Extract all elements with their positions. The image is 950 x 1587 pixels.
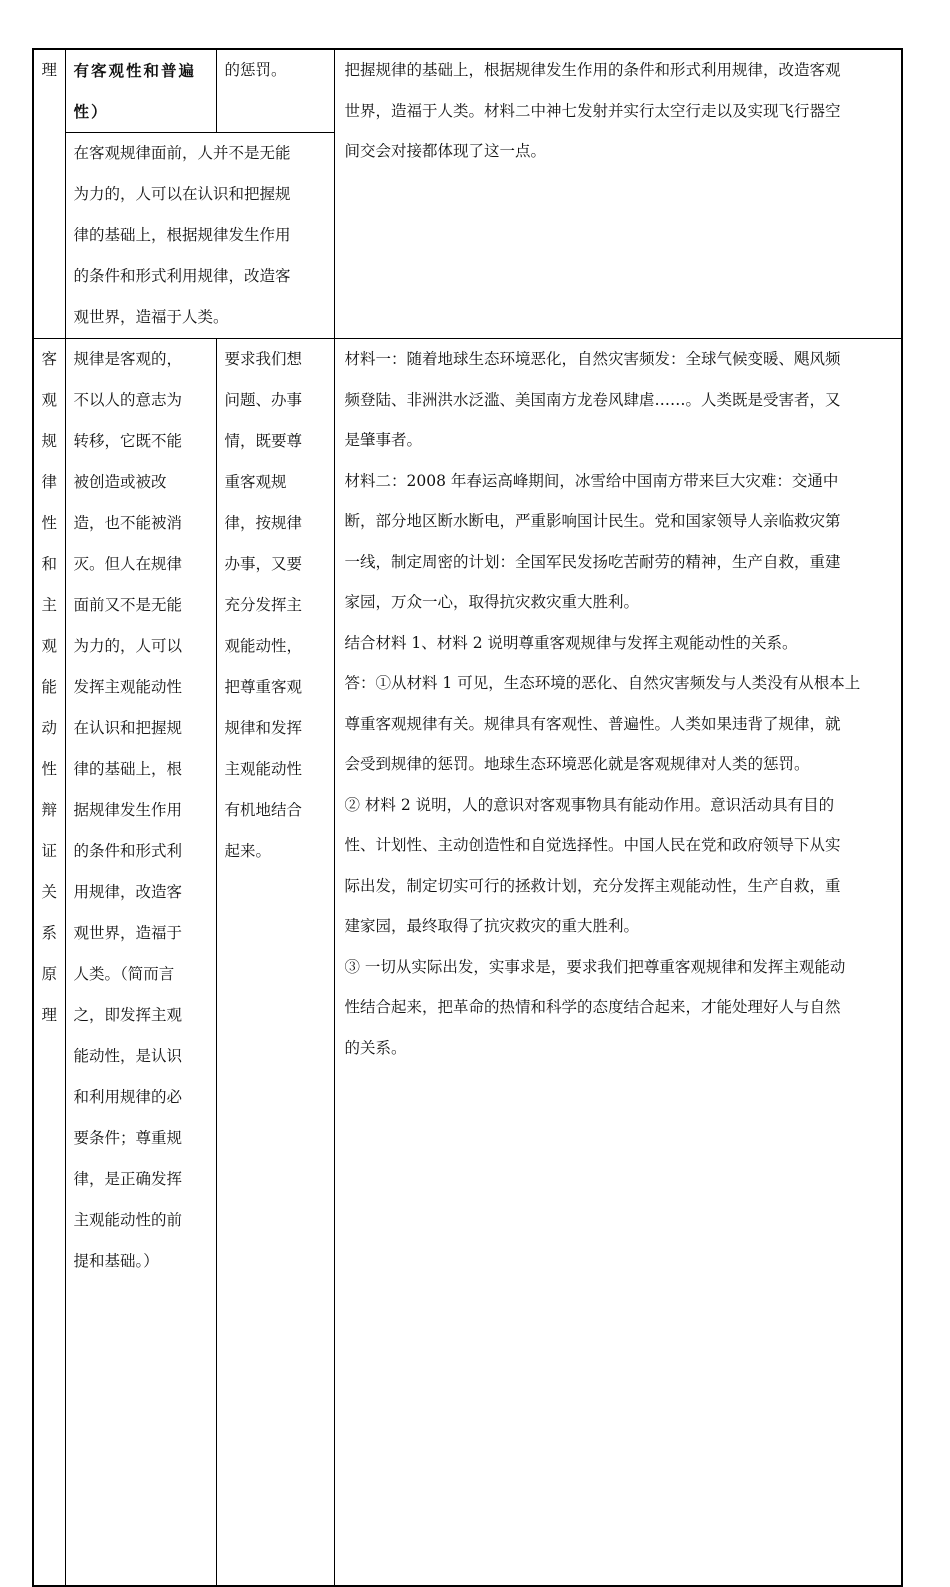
requirement-text: 要求我们想 问题、办事 情，既要尊 重客观规 律，按规律 办事，又要 充分发挥主 观能动性， 把尊重客观 规律和发挥 主观能动性 有机地结合 起来。 — [224, 350, 303, 860]
material-text: 把握规律的基础上，根据规律发生作用的条件和形式利用规律，改造客观 世界，造福于人类。材料二中神七发射并实行太空行走以及实现飞行器空 间交会对接都体现了这一点。 — [344, 61, 841, 160]
table-row — [33, 49, 902, 133]
content-cell — [65, 49, 216, 133]
requirement-text: 的惩罚。 — [224, 61, 287, 79]
content-cell — [65, 133, 334, 339]
content-text: 规律是客观的， 不以人的意志为 转移，它既不能 被创造或被改 造，也不能被消 灭。但人在规律 面前又不是无能 为力的，人可以 发挥主观能动性 在认识和把握规 律的基础上，根 据规律发生作用 的条件和形式利 用规律，改造客 观世界，造福于 人类。（简而言 之，即发挥主观 能动性，是认识 和利用规律的必 要条件；尊重规 律，是正确发挥 主观能动性的前 提和基础。） — [73, 350, 183, 1270]
principle-table — [32, 48, 903, 1587]
principle-name-cell — [33, 339, 65, 1587]
content-text: 在客观规律面前，人并不是无能 为力的，人可以在认识和把握规 律的基础上，根据规律发生作用 的条件和形式利用规律，改造客 观世界，造福于人类。 — [73, 144, 291, 326]
requirement-cell — [216, 339, 334, 1587]
material-cell — [334, 49, 902, 339]
table-row — [33, 339, 902, 1587]
material-text: 材料一：随着地球生态环境恶化，自然灾害频发：全球气候变暖、飓风频 频登陆、非洲洪水泛滥、美国南方龙卷风肆虐……。人类既是受害者，又 是肇事者。 材料二：2008 年春运高峰期间，冰雪给中国南方带来巨大灾难：交通中 断，部分地区断水断电，严重影响国计民生。党和国家领导人亲临救灾第 一线，制定周密的计划：全国军民发扬吃苦耐劳的精神，生产自救，重建 家园，万众一心，取得抗灾救灾重大胜利。 结合材料 1、材料 2 说明尊重客观规律与发挥主观能动性的关系。 答：①从材料 1 可见，生态环境的恶化、自然灾害频发与人类没有从根本上 尊重客观规律有关。规律具有客观性、普遍性。人类如果违背了规律，就 会受到规律的惩罚。地球生态环境恶化就是客观规律对人类的惩罚。 ② 材料 2 说明，人的意识对客观事物具有能动作用。意识活动具有目的 性、计划性、主动创造性和自觉选择性。中国人民在党和政府领导下从实 际出发，制定切实可行的拯救计划，充分发挥主观能动性，生产自救，重 建家园，最终取得了抗灾救灾的重大胜利。 ③ 一切从实际出发，实事求是，要求我们把尊重客观规律和发挥主观能动 性结合起来，把革命的热情和科学的态度结合起来，才能处理好人与自然 的关系。 — [344, 350, 861, 1057]
principle-name-text: 客 观 规 律 性 和 主 观 能 动 性 辩 证 关 系 原 理 — [41, 350, 57, 1024]
content-cell — [65, 339, 216, 1587]
content-text: 有客观性和普遍 性） — [73, 61, 197, 121]
principle-name-cell — [33, 49, 65, 339]
material-cell — [334, 339, 902, 1587]
requirement-cell — [216, 49, 334, 133]
principle-name-text: 理 — [41, 61, 57, 79]
